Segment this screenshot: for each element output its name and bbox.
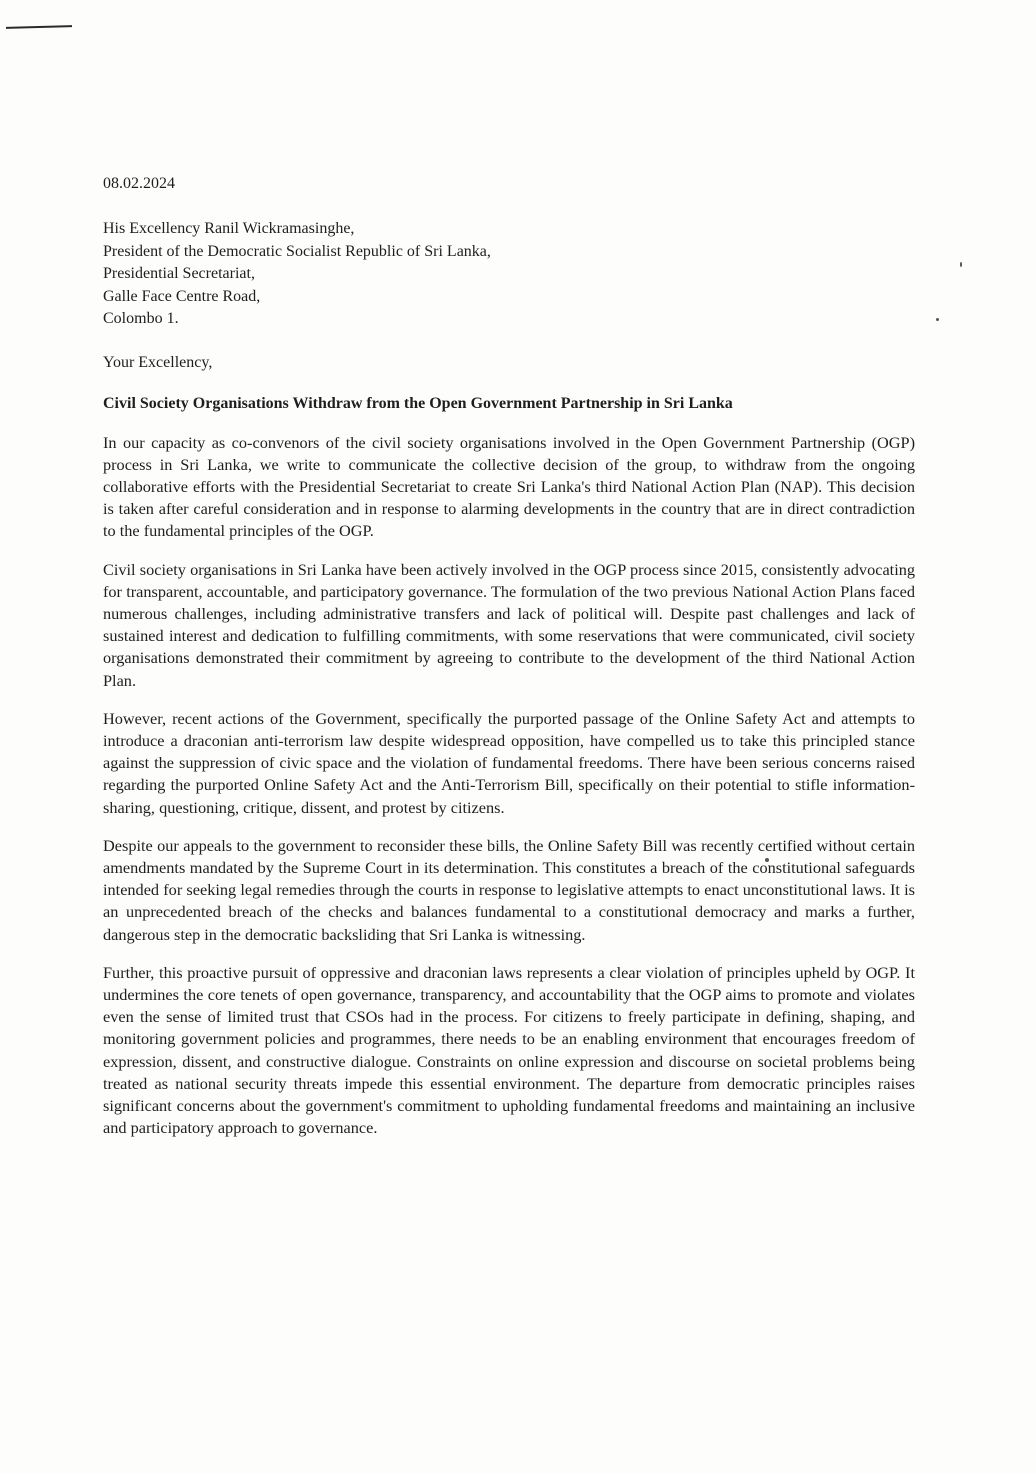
- pen-mark: [6, 25, 72, 29]
- letter-subject: Civil Society Organisations Withdraw from the Open Government Partnership in Sri Lanka: [103, 394, 733, 412]
- body-paragraph: Civil society organisations in Sri Lanka have been actively involved in the OGP process since 2015, consistently advocating for transparent, accountable, and participatory governance. The formulation of the two previous National Action Plans faced numerous challenges, including administrative transfers and lack of political will. Despite past challenges and lack of sustained interest and dedication to fulfilling commitments, with some reservations that were communicated, civil society organisations demonstrated their commitment by agreeing to contribute to the development of the third National Action Plan.: [103, 559, 915, 690]
- address-line: Galle Face Centre Road,: [103, 287, 261, 305]
- recipient-address: [103, 218, 915, 331]
- address-line: Presidential Secretariat,: [103, 265, 255, 282]
- address-line: His Excellency Ranil Wickramasinghe,: [103, 220, 355, 237]
- body-paragraph: In our capacity as co-convenors of the civil society organisations involved in the Open Government Partnership (OGP) process in Sri Lanka, we write to communicate the collective decision of the group, to withdraw from the ongoing collaborative efforts with the Presidential Secretariat to create Sri Lanka's third National Action Plan (NAP). This decision is taken after careful consideration and in response to alarming developments in the country that are in direct contradiction to the fundamental principles of the OGP.: [103, 432, 915, 541]
- body-paragraph: However, recent actions of the Government, specifically the purported passage of the Online Safety Act and attempts to introduce a draconian anti-terrorism law despite widespread opposition, have compelled us to take this principled stance against the suppression of civic space and the violation of fundamental freedoms. There have been serious concerns raised regarding the purported Online Safety Act and the Anti-Terrorism Bill, specifically on their potential to stifle information-sharing, questioning, critique, dissent, and protest by citizens.: [103, 708, 915, 817]
- address-line: President of the Democratic Socialist Republic of Sri Lanka,: [103, 242, 491, 260]
- address-line: Colombo 1.: [103, 310, 179, 327]
- body-paragraph: Despite our appeals to the government to reconsider these bills, the Online Safety Bill was recently certified without certain amendments mandated by the Supreme Court in its determination. This constitutes a breach of the constitutional safeguards intended for seeking legal remedies through the courts in response to legislative attempts to enact unconstitutional laws. It is an unprecedented breach of the checks and balances fundamental to a constitutional democracy and marks a further, dangerous step in the democratic backsliding that Sri Lanka is witnessing.: [103, 835, 915, 944]
- letter-body: [103, 173, 915, 1155]
- salutation: Your Excellency,: [103, 353, 213, 371]
- scan-speck: [936, 318, 939, 321]
- letter-date: 08.02.2024: [103, 175, 175, 192]
- scan-speck: [960, 262, 962, 267]
- body-paragraph: Further, this proactive pursuit of oppressive and draconian laws represents a clear violation of principles upheld by OGP. It undermines the core tenets of open governance, transparency, and accountability that the OGP aims to promote and violates even the sense of limited trust that CSOs had in the process. For citizens to freely participate in defining, shaping, and monitoring government policies and programmes, there needs to be an enabling environment that encourages freedom of expression, dissent, and constructive dialogue. Constraints on online expression and discourse on societal problems being treated as national security threats impede this essential environment. The departure from democratic principles raises significant concerns about the government's commitment to upholding fundamental freedoms and maintaining an inclusive and participatory approach to governance.: [103, 962, 915, 1138]
